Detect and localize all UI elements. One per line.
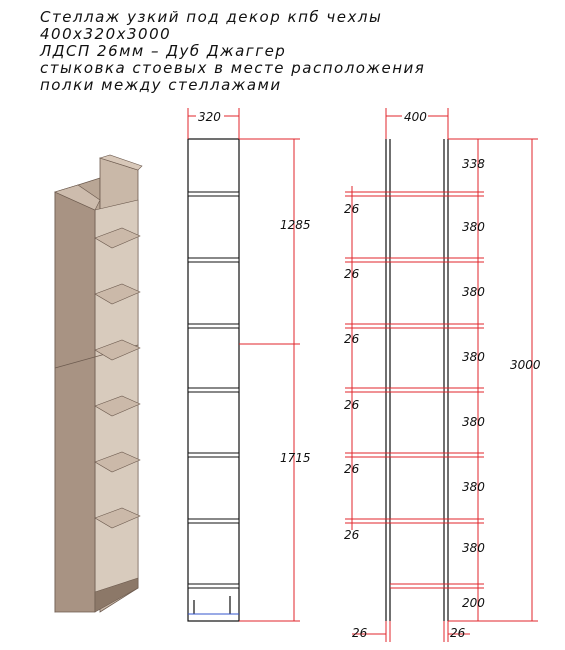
front-shelf (188, 519, 239, 523)
title-line-1: Стеллаж узкий под декор кпб чехлы (40, 8, 383, 26)
front-width-label: 320 (198, 110, 221, 124)
side-view-shelves (390, 192, 444, 588)
title-line-4: стыковка стоевых в месте расположения (40, 59, 426, 77)
side-shelf (390, 584, 444, 588)
shelf-gap-dimensions (448, 139, 538, 621)
shelf-gap-label: 380 (462, 220, 485, 234)
title-notes (39, 8, 425, 94)
shelf-gap-label: 380 (462, 480, 485, 494)
side-shelf (390, 192, 444, 196)
front-lower-height-label: 1715 (280, 451, 311, 465)
shelf-thickness-label: 26 (344, 398, 360, 412)
front-height-dimensions (239, 139, 311, 621)
shelf-gap-label: 380 (462, 541, 485, 555)
bottom-right-thickness-label: 26 (450, 626, 466, 640)
shelf-thickness-label: 26 (344, 267, 360, 281)
front-shelf (188, 584, 239, 588)
isometric-shelf-render (55, 155, 142, 612)
front-left-stile (55, 192, 95, 612)
front-shelf (188, 324, 239, 328)
title-line-2: 400x320x3000 (40, 25, 172, 43)
side-shelf (390, 453, 444, 457)
title-line-3: ЛДСП 26мм – Дуб Джаггер (40, 42, 287, 60)
shelf-thickness-dimensions (344, 186, 484, 588)
title-line-5: полки между стеллажами (40, 76, 282, 94)
shelf-thickness-label: 26 (344, 528, 360, 542)
shelf-thickness-label: 26 (344, 332, 360, 346)
shelf-thickness-label: 26 (344, 202, 360, 216)
side-view (344, 108, 541, 642)
bottom-edge-dimensions (352, 621, 470, 642)
side-shelf (390, 324, 444, 328)
side-width-label: 400 (404, 110, 427, 124)
front-view-shelves (188, 192, 239, 588)
top-gap-label: 338 (462, 157, 485, 171)
total-height-dimension (510, 139, 541, 621)
front-upper-height-label: 1285 (280, 218, 311, 232)
side-shelf (390, 258, 444, 262)
front-shelf (188, 192, 239, 196)
side-shelf (390, 519, 444, 523)
shelf-gap-label: 380 (462, 415, 485, 429)
front-view-outline (188, 139, 239, 621)
front-view (188, 108, 311, 621)
shelf-gap-label: 380 (462, 350, 485, 364)
side-width-dimension (386, 108, 448, 139)
front-shelf (188, 453, 239, 457)
shelf-gap-label: 380 (462, 285, 485, 299)
total-height-label: 3000 (510, 358, 541, 372)
side-shelf (390, 388, 444, 392)
front-shelf (188, 388, 239, 392)
front-width-dimension (188, 108, 239, 139)
shelf-thickness-label: 26 (344, 462, 360, 476)
front-shelf (188, 258, 239, 262)
bottom-gap-label: 200 (462, 596, 485, 610)
bottom-left-thickness-label: 26 (352, 626, 368, 640)
